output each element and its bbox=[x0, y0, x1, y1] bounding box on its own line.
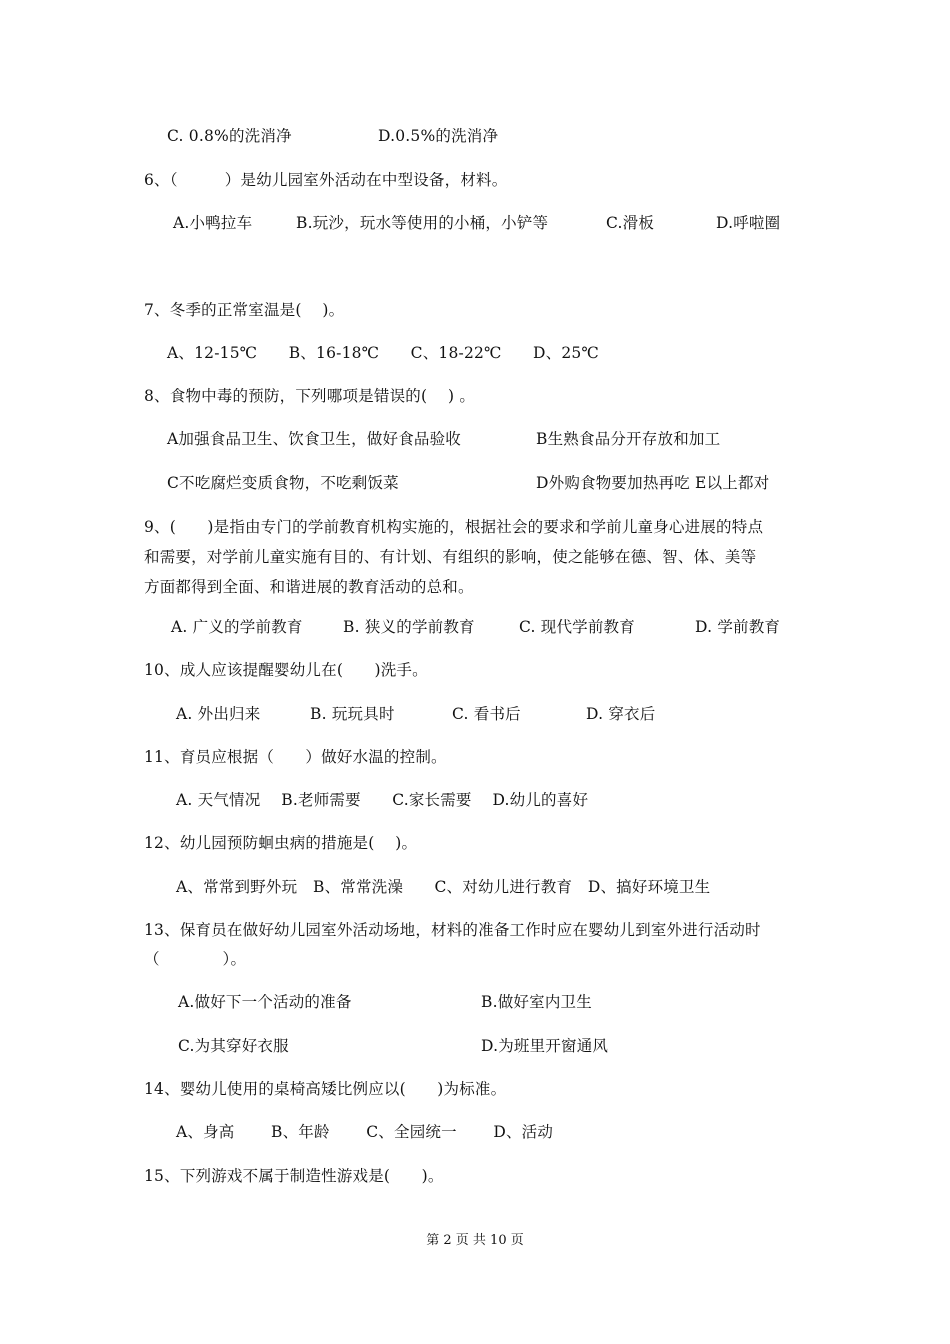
q14-stem: 14、婴幼儿使用的桌椅高矮比例应以( )为标准。 bbox=[144, 1080, 507, 1098]
q13-stem-line1: 13、保育员在做好幼儿园室外活动场地，材料的准备工作时应在婴幼儿到室外进行活动时 bbox=[144, 921, 761, 939]
q8-option-a: A加强食品卫生、饮食卫生，做好食品验收 bbox=[167, 430, 461, 448]
q10-option-d: D. 穿衣后 bbox=[586, 705, 656, 723]
q12-options: A、常常到野外玩 B、常常洗澡 C、对幼儿进行教育 D、搞好环境卫生 bbox=[176, 878, 711, 896]
q13-stem-line2: （ ）。 bbox=[144, 950, 247, 968]
q9-option-b: B. 狭义的学前教育 bbox=[343, 618, 475, 636]
q9-option-a: A. 广义的学前教育 bbox=[171, 618, 303, 636]
q9-option-c: C. 现代学前教育 bbox=[519, 618, 635, 636]
q10-option-a: A. 外出归来 bbox=[176, 705, 261, 723]
q13-option-a: A.做好下一个活动的准备 bbox=[178, 993, 352, 1011]
q13-option-d: D.为班里开窗通风 bbox=[481, 1037, 609, 1055]
q10-option-c: C. 看书后 bbox=[452, 705, 521, 723]
q10-stem: 10、成人应该提醒婴幼儿在( )洗手。 bbox=[144, 661, 428, 679]
q8-option-b: B生熟食品分开存放和加工 bbox=[536, 430, 721, 448]
q14-options: A、身高 B、年龄 C、全园统一 D、活动 bbox=[176, 1123, 554, 1141]
q6-option-d: D.呼啦圈 bbox=[716, 214, 781, 232]
q13-option-b: B.做好室内卫生 bbox=[481, 993, 592, 1011]
q8-option-c: C不吃腐烂变质食物，不吃剩饭菜 bbox=[167, 474, 399, 492]
q13-option-c: C.为其穿好衣服 bbox=[178, 1037, 289, 1055]
q10-option-b: B. 玩玩具时 bbox=[310, 705, 395, 723]
q9-stem-line1: 9、( )是指由专门的学前教育机构实施的，根据社会的要求和学前儿童身心进展的特点 bbox=[144, 518, 764, 536]
q9-option-d: D. 学前教育 bbox=[695, 618, 781, 636]
q9-stem-line3: 方面都得到全面、和谐进展的教育活动的总和。 bbox=[144, 578, 474, 596]
q8-stem: 8、食物中毒的预防，下列哪项是错误的( ) 。 bbox=[144, 387, 476, 405]
q8-option-d: D外购食物要加热再吃 E以上都对 bbox=[536, 474, 770, 492]
q7-stem: 7、冬季的正常室温是( )。 bbox=[144, 301, 345, 319]
q15-stem: 15、下列游戏不属于制造性游戏是( )。 bbox=[144, 1167, 444, 1185]
q5-option-c: C. 0.8%的洗消净 bbox=[167, 127, 292, 145]
q9-stem-line2: 和需要，对学前儿童实施有目的、有计划、有组织的影响，使之能够在德、智、体、美等 bbox=[144, 548, 757, 566]
q11-stem: 11、育员应根据（ ）做好水温的控制。 bbox=[144, 748, 447, 766]
q11-options: A. 天气情况 B.老师需要 C.家长需要 D.幼儿的喜好 bbox=[176, 791, 589, 809]
q6-option-b: B.玩沙，玩水等使用的小桶，小铲等 bbox=[296, 214, 549, 232]
q6-option-a: A.小鸭拉车 bbox=[173, 214, 253, 232]
q6-option-c: C.滑板 bbox=[606, 214, 655, 232]
q7-options: A、12-15℃ B、16-18℃ C、18-22℃ D、25℃ bbox=[167, 344, 600, 362]
q12-stem: 12、幼儿园预防蛔虫病的措施是( )。 bbox=[144, 834, 418, 852]
q6-stem: 6、（ ）是幼儿园室外活动在中型设备，材料。 bbox=[144, 171, 508, 189]
page-footer: 第 2 页 共 10 页 bbox=[426, 1233, 524, 1248]
q5-option-d: D.0.5%的洗消净 bbox=[378, 127, 499, 145]
